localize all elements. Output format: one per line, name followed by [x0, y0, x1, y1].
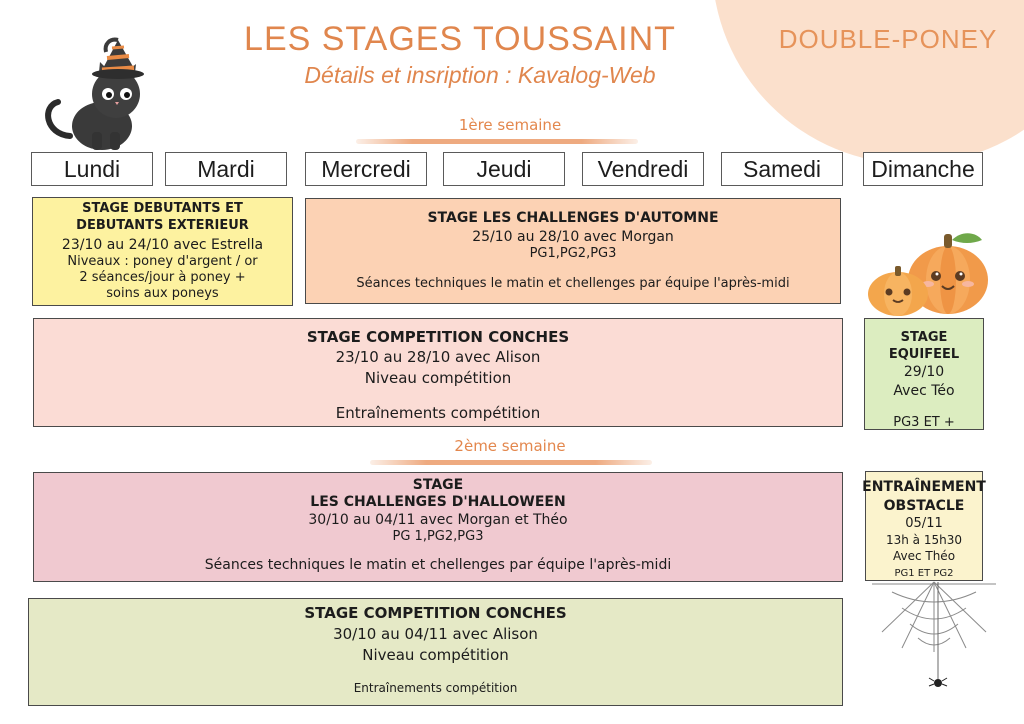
stage-date: 29/10: [903, 364, 945, 380]
stage-title: DEBUTANTS EXTERIEUR: [76, 218, 249, 233]
day-mercredi: Mercredi: [305, 152, 427, 186]
stage-title: LES CHALLENGES D'HALLOWEEN: [310, 494, 566, 510]
pumpkins-icon: [866, 222, 996, 318]
stage-coach: Avec Théo: [892, 549, 956, 563]
spiderweb-icon: [872, 582, 996, 692]
stage-dates: 30/10 au 04/11 avec Alison: [333, 625, 538, 643]
week-2-underline: [370, 460, 652, 465]
black-cat-witch-hat-icon: [40, 36, 150, 156]
stage-description: Séances techniques le matin et chellenges par équipe l'après-midi: [204, 557, 672, 573]
stage-levels: PG1,PG2,PG3: [529, 246, 617, 261]
stage-date: 05/11: [905, 516, 943, 531]
stage-dates: 25/10 au 28/10 avec Morgan: [472, 229, 674, 245]
stage-dates: 30/10 au 04/11 avec Morgan et Théo: [308, 512, 568, 528]
stage-level: Niveau compétition: [364, 369, 512, 387]
stage-title: STAGE: [412, 477, 464, 493]
day-dimanche: Dimanche: [863, 152, 983, 186]
stage-time: 13h à 15h30: [885, 533, 962, 547]
stage-title: ENTRAÎNEMENT: [862, 479, 986, 495]
stage-equifeel-card: [864, 318, 984, 430]
stage-dates: 23/10 au 24/10 avec Estrella: [61, 237, 264, 253]
stage-title: STAGE DEBUTANTS ET: [82, 201, 243, 216]
stage-title: STAGE COMPETITION CONCHES: [304, 604, 567, 622]
stage-conches-2-card: [28, 598, 843, 706]
week-2-label: 2ème semaine: [454, 437, 566, 455]
stage-levels: PG1 ET PG2: [894, 568, 954, 579]
page-subtitle: Détails et insription : Kavalog-Web: [304, 62, 656, 88]
stage-obstacle-card: [862, 471, 986, 581]
stage-description: Entraînements compétition: [335, 404, 541, 422]
stage-description: Séances techniques le matin et chellenges par équipe l'après-midi: [356, 276, 790, 291]
day-samedi: Samedi: [721, 152, 843, 186]
stage-dates: 23/10 au 28/10 avec Alison: [335, 348, 541, 366]
stage-title: STAGE LES CHALLENGES D'AUTOMNE: [427, 210, 719, 226]
stage-info: Niveaux : poney d'argent / or: [67, 254, 258, 269]
stage-conches-1-card: [33, 318, 843, 427]
stage-automne-card: [305, 198, 841, 304]
day-lundi: Lundi: [31, 152, 153, 186]
stage-halloween-card: [33, 472, 843, 582]
stage-description: Entraînements compétition: [353, 681, 518, 695]
day-vendredi: Vendredi: [582, 152, 704, 186]
week-1-label: 1ère semaine: [458, 116, 562, 134]
stage-levels: PG3 ET +: [893, 415, 955, 430]
stage-debutants-card: [32, 197, 293, 306]
day-mardi: Mardi: [165, 152, 287, 186]
stage-level: Niveau compétition: [362, 646, 509, 664]
stage-title: STAGE EQUIFEEL: [888, 330, 960, 362]
page-title: LES STAGES TOUSSAINT: [244, 20, 676, 58]
stage-coach: Avec Téo: [893, 383, 955, 399]
stage-info: 2 séances/jour à poney +: [79, 270, 246, 285]
stage-info: soins aux poneys: [106, 286, 219, 301]
stage-title: OBSTACLE: [883, 498, 965, 514]
brand-name: DOUBLE-PONEY: [778, 24, 998, 54]
week-1-underline: [356, 139, 638, 144]
stage-levels: PG 1,PG2,PG3: [392, 529, 484, 544]
stage-title: STAGE COMPETITION CONCHES: [306, 328, 570, 346]
day-jeudi: Jeudi: [443, 152, 565, 186]
